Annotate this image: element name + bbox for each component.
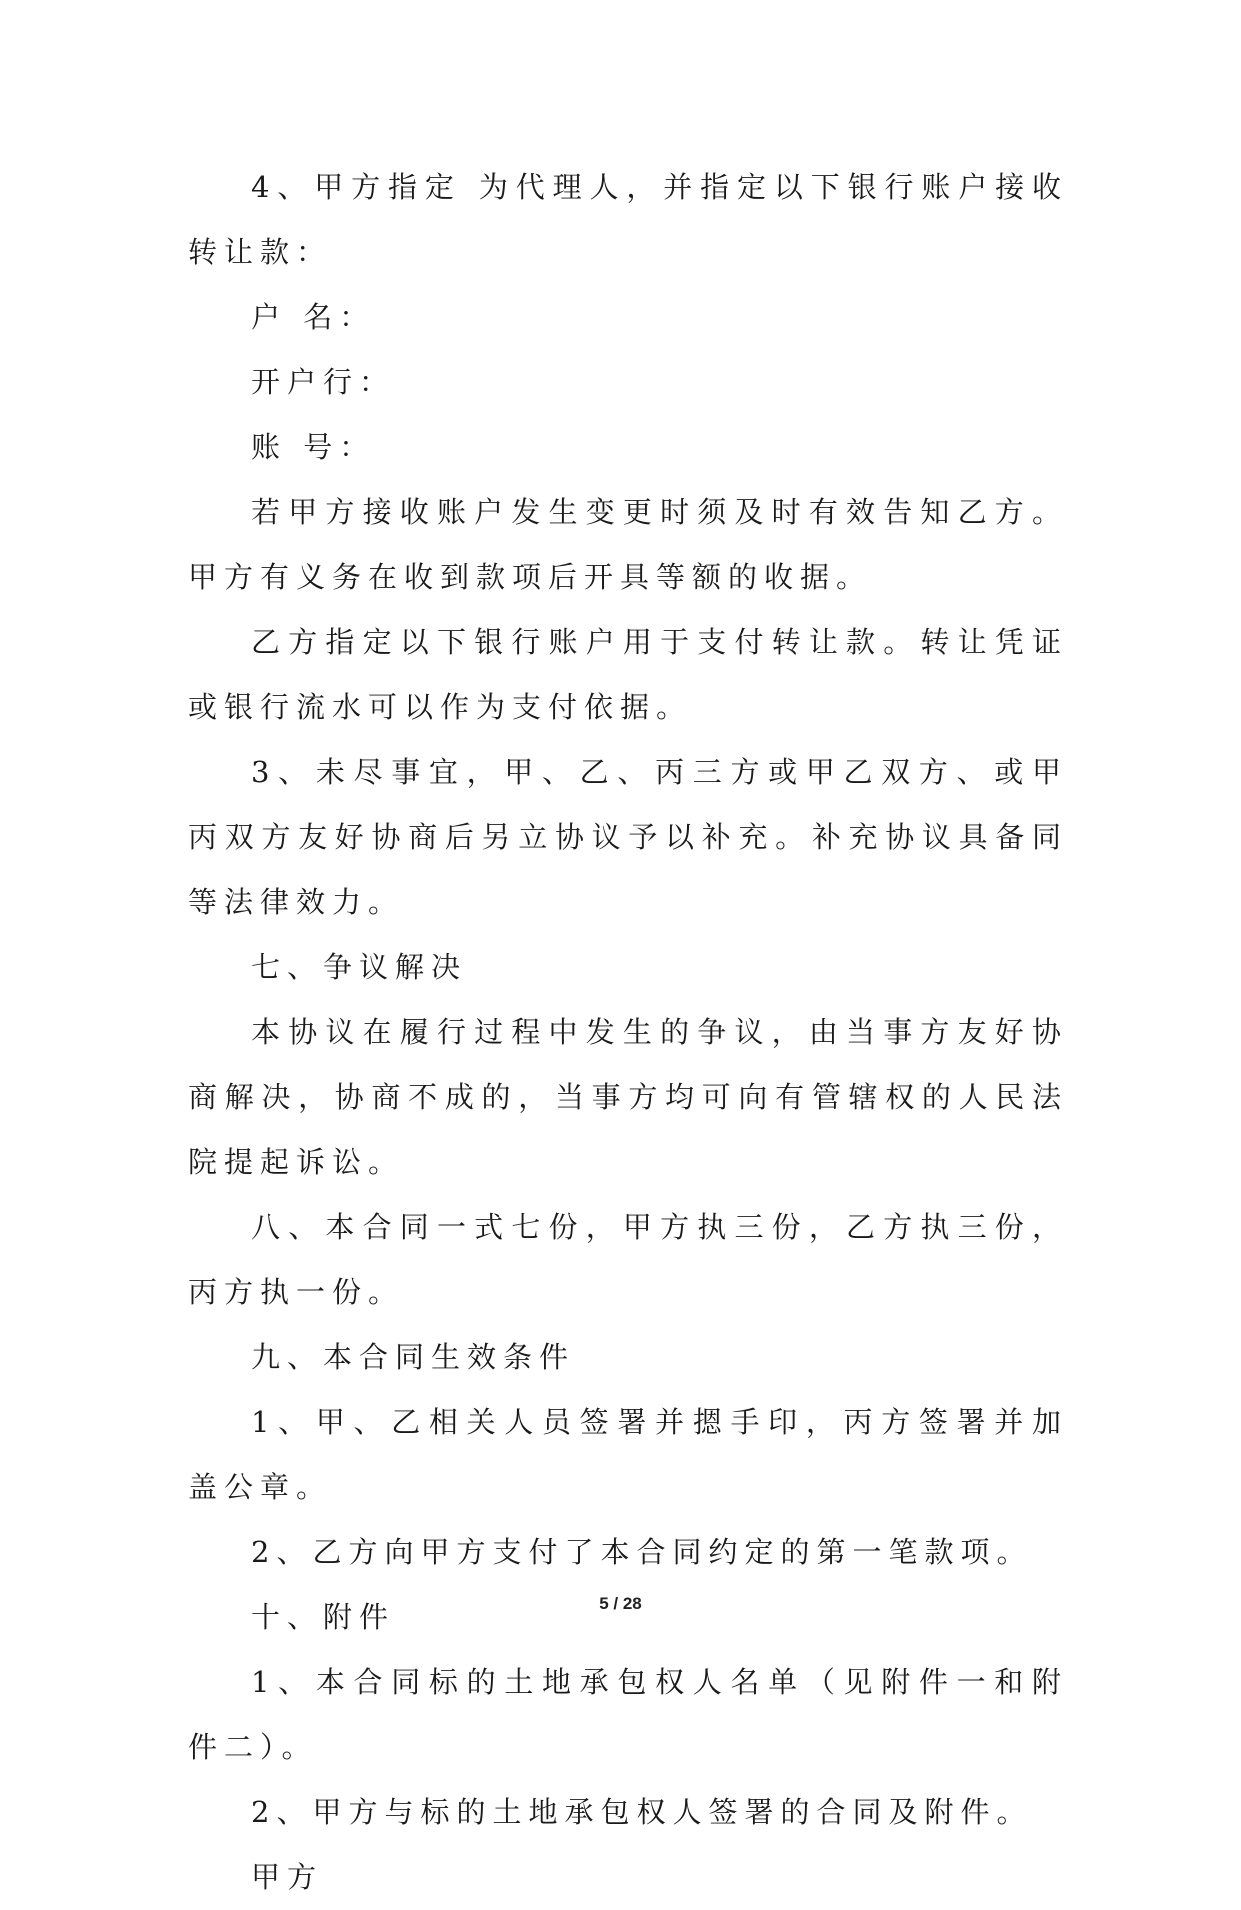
paragraph-account-name: 户 名： xyxy=(251,300,376,334)
paragraph-copies: 八、本合同一式七份，甲方执三份，乙方执三份，丙方执一份。 xyxy=(188,1210,1068,1309)
page-number: 5 / 28 xyxy=(599,1594,642,1613)
paragraph-dispute-resolution: 本协议在履行过程中发生的争议，由当事方友好协商解决，协商不成的，当事方均可向有管辖权的人民法院提起诉讼。 xyxy=(188,1015,1068,1179)
paragraph-condition-1: 1、甲、乙相关人员签署并摁手印，丙方签署并加盖公章。 xyxy=(188,1405,1068,1504)
paragraph-account-change: 若甲方接收账户发生变更时须及时有效告知乙方。甲方有义务在收到款项后开具等额的收据。 xyxy=(188,495,1068,594)
section-heading-attachments: 十、附件 xyxy=(251,1600,396,1634)
section-heading-dispute: 七、争议解决 xyxy=(251,950,468,984)
paragraph-payer-account: 乙方指定以下银行账户用于支付转让款。转让凭证或银行流水可以作为支付依据。 xyxy=(188,625,1068,724)
section-heading-effective-conditions: 九、本合同生效条件 xyxy=(251,1340,576,1374)
paragraph-agent-designation: 4、甲方指定 为代理人，并指定以下银行账户接收转让款： xyxy=(188,170,1068,269)
paragraph-condition-2: 2、乙方向甲方支付了本合同约定的第一笔款项。 xyxy=(251,1535,1033,1569)
paragraph-attachment-2: 2、甲方与标的土地承包权人签署的合同及附件。 xyxy=(251,1795,1033,1829)
paragraph-supplementary: 3、未尽事宜，甲、乙、丙三方或甲乙双方、或甲丙双方友好协商后另立协议予以补充。补充协议具备同等法律效力。 xyxy=(188,755,1068,919)
signature-party-a-label: 甲方 xyxy=(251,1860,324,1894)
paragraph-attachment-1: 1、本合同标的土地承包权人名单（见附件一和附件二）。 xyxy=(188,1665,1068,1764)
document-body xyxy=(188,155,1068,1910)
paragraph-bank-name: 开户行： xyxy=(251,365,396,399)
paragraph-account-number: 账 号： xyxy=(251,430,376,464)
